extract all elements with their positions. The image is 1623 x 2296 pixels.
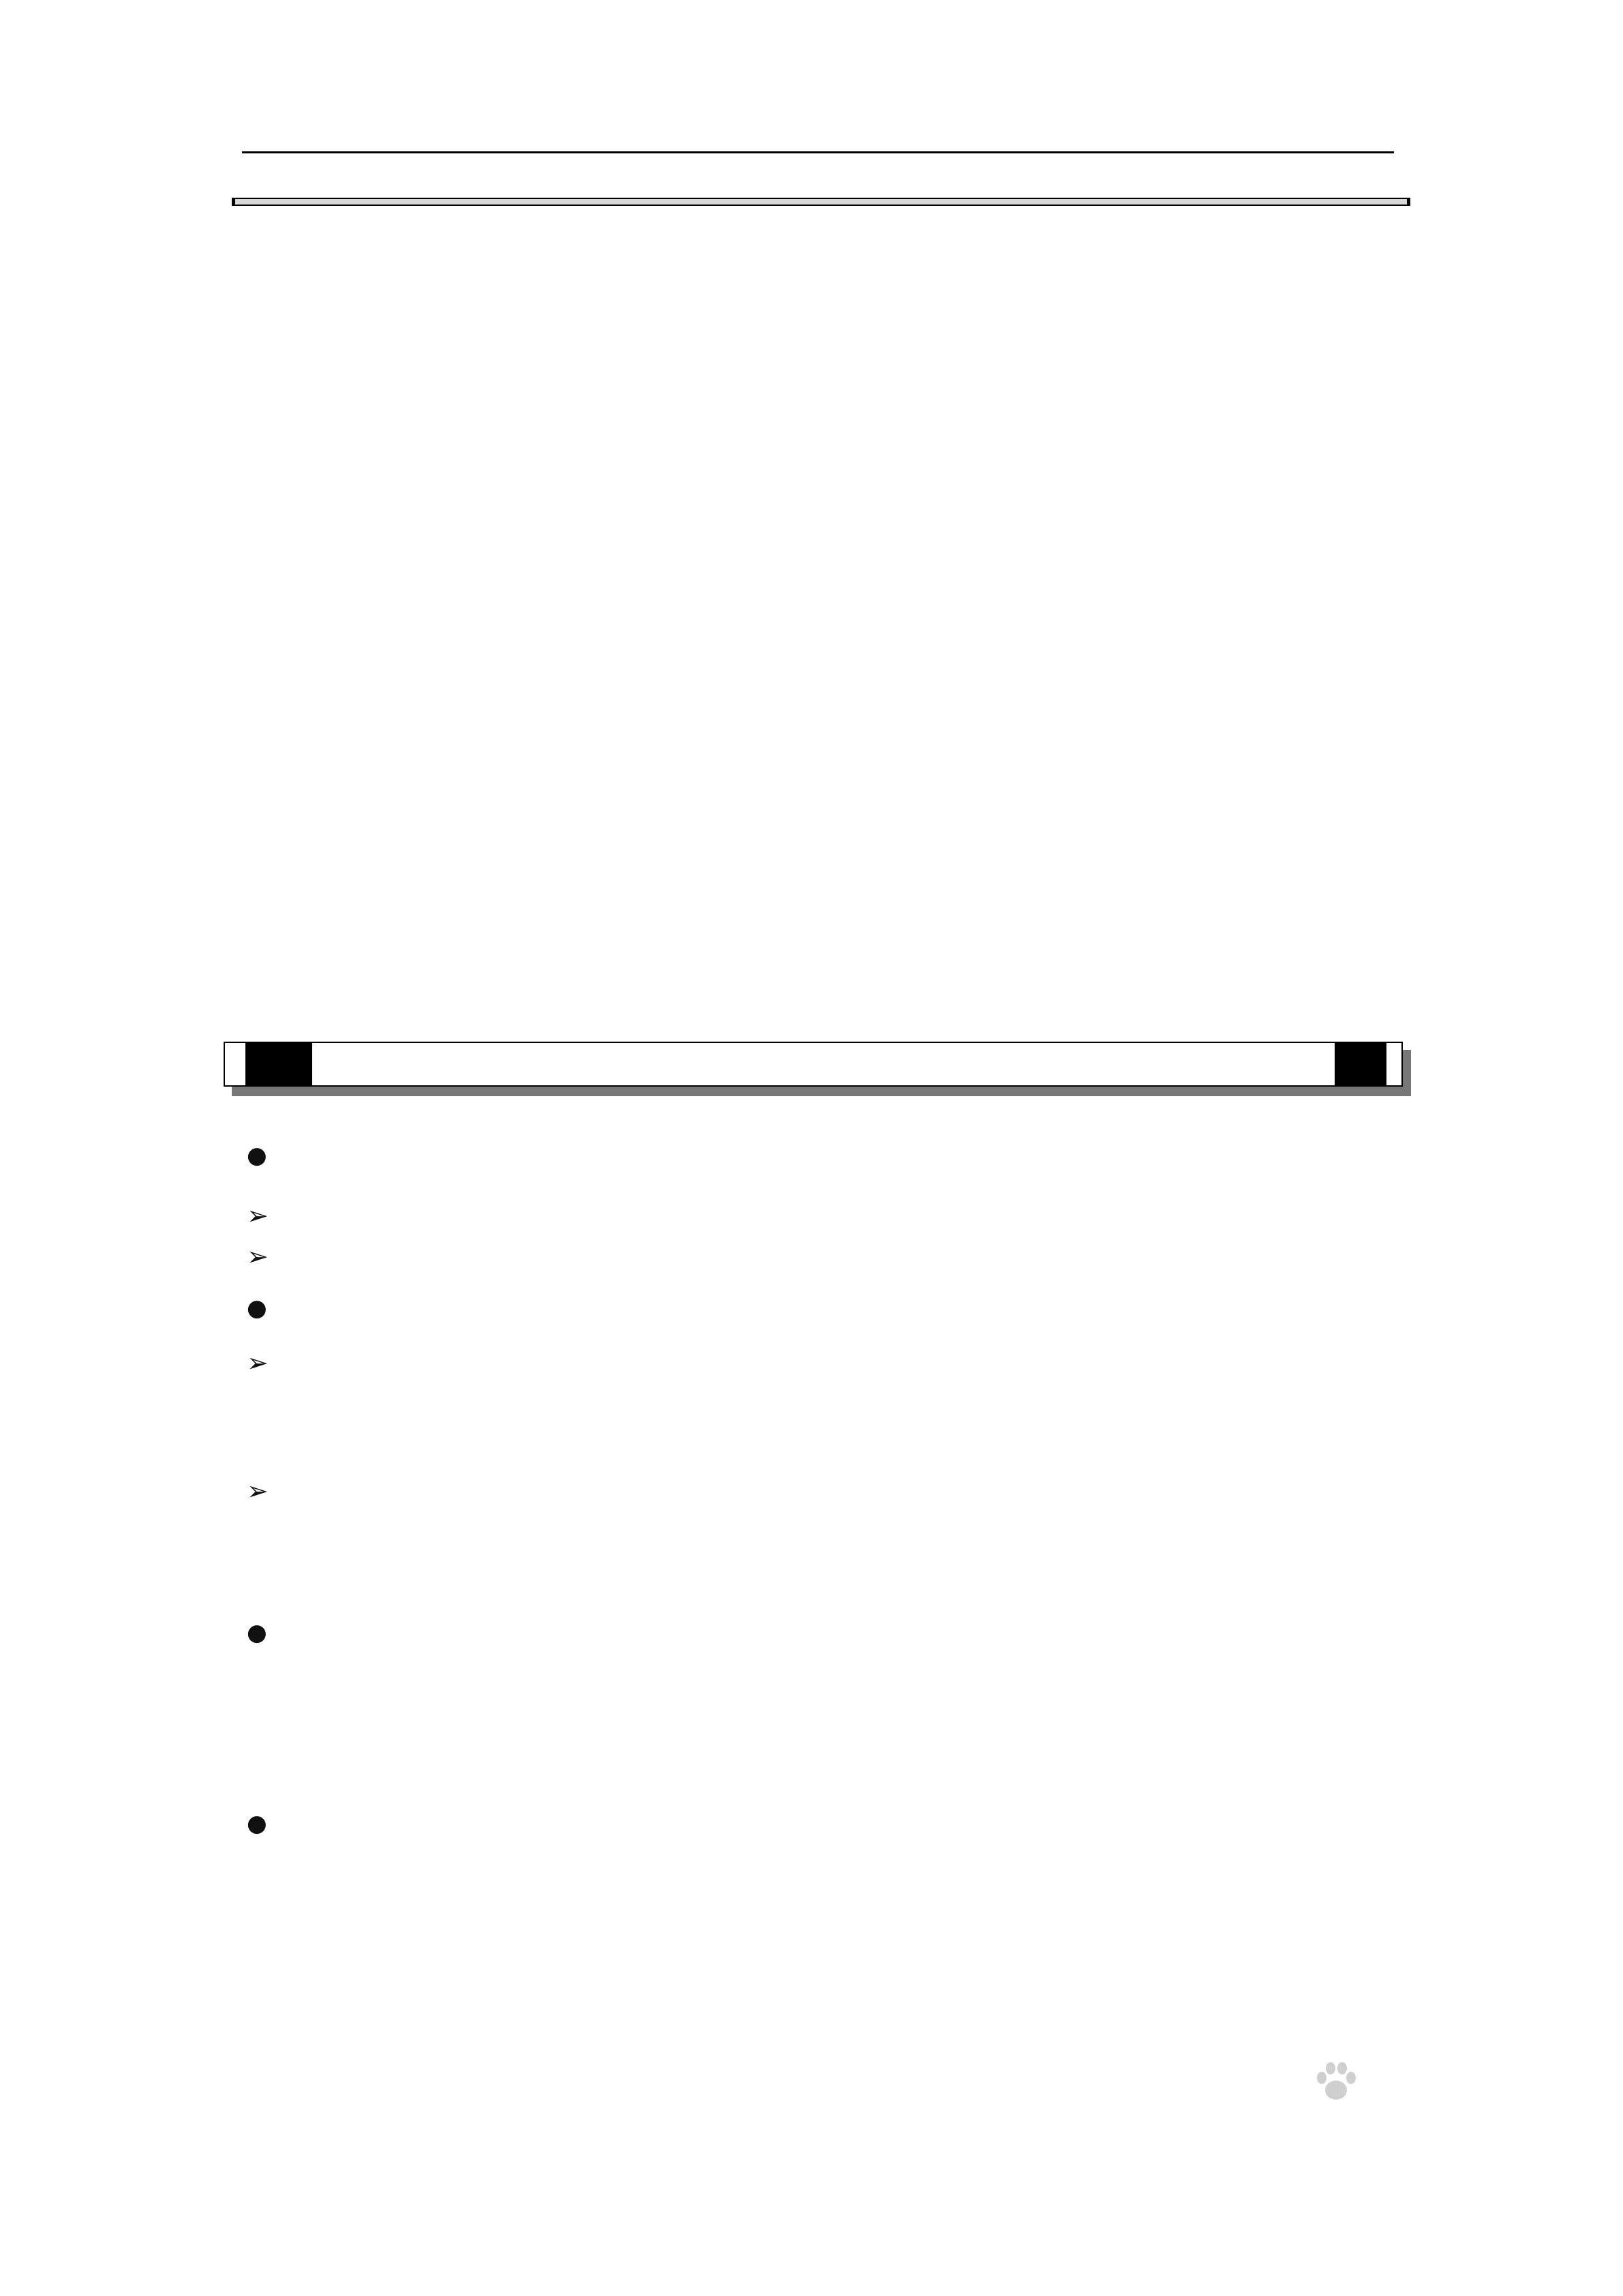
header-divider	[242, 151, 1394, 153]
bullet-dot-icon: ●	[247, 1295, 267, 1322]
arrow-bullet-icon: ➢	[247, 1348, 269, 1378]
section-header-block-right	[1335, 1042, 1386, 1087]
bullet-dot-icon: ●	[247, 1619, 267, 1646]
arrow-bullet-icon: ➢	[247, 1241, 269, 1271]
bullet-dot-icon: ●	[247, 1142, 267, 1169]
bullet-dot-icon: ●	[247, 1810, 267, 1837]
arrow-bullet-icon: ➢	[247, 1200, 269, 1230]
parameter-table	[232, 198, 1410, 206]
arrow-bullet-icon: ➢	[247, 1476, 269, 1506]
section-header-block-left	[245, 1042, 312, 1087]
section-label	[234, 198, 1409, 205]
baidu-paw-icon	[1312, 2059, 1360, 2106]
section-header-box	[224, 1042, 1403, 1087]
advanced-mode-section-row	[234, 198, 1409, 205]
